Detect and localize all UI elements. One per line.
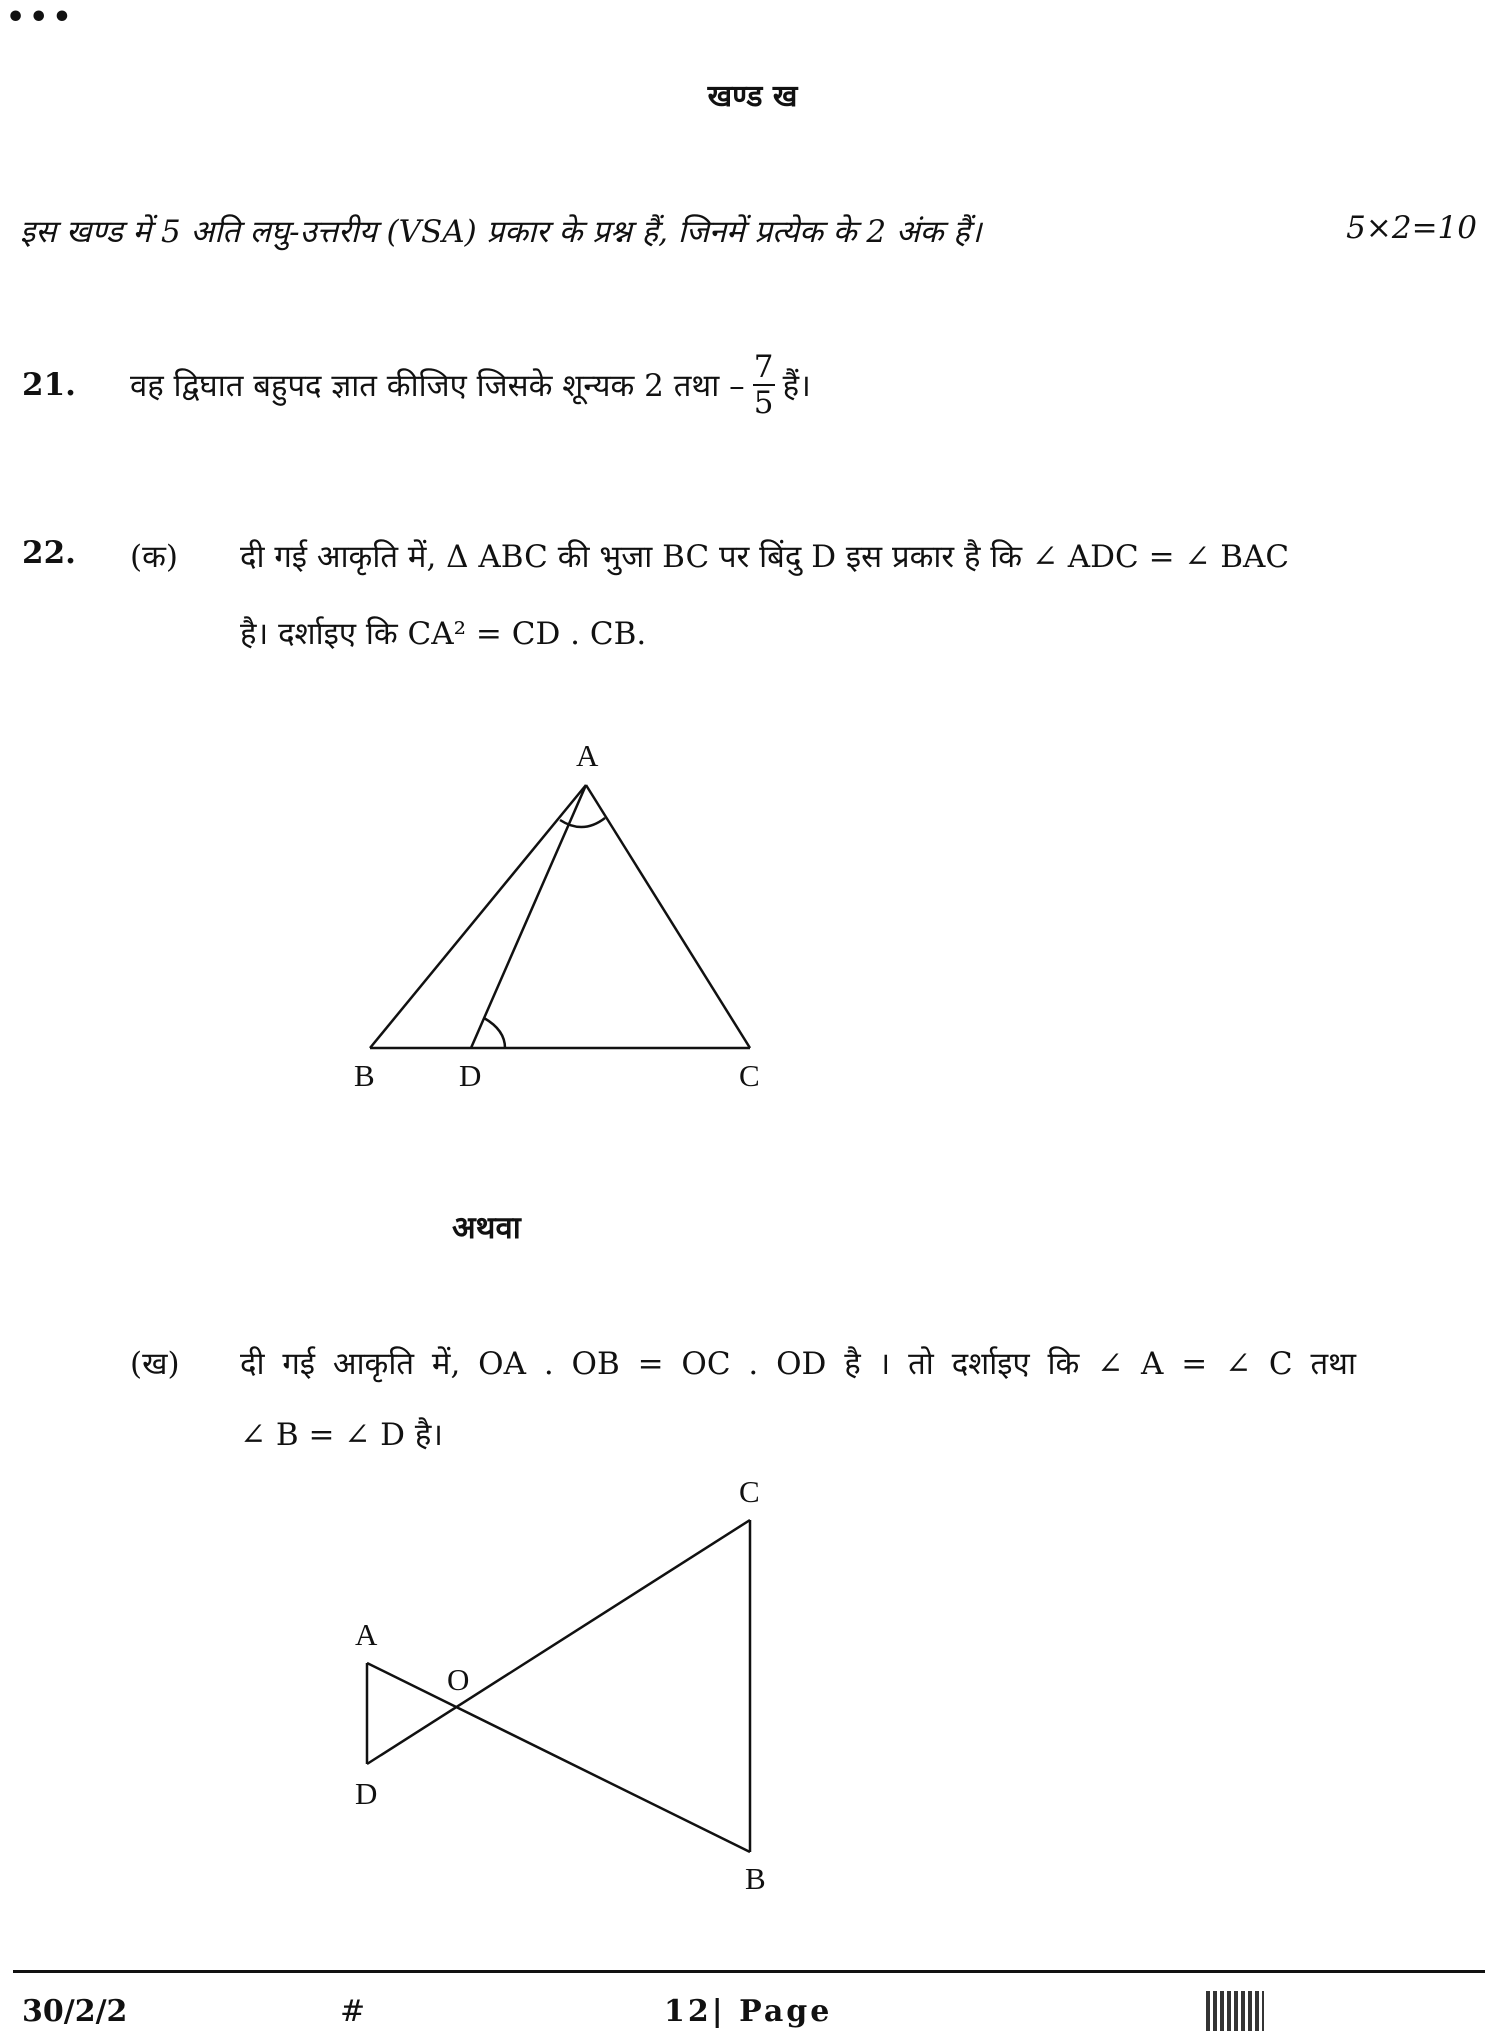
fraction-denominator: 5 (753, 385, 774, 421)
label-b: B (745, 1861, 766, 1896)
bowtie-figure (367, 1520, 750, 1852)
label-a: A (355, 1617, 378, 1652)
menu-dots[interactable]: ••• (6, 0, 76, 35)
section-title: खण्ड ख (707, 79, 798, 114)
angle-bac-arc (560, 818, 605, 827)
label-c: C (739, 1474, 760, 1509)
label-c: C (739, 1058, 760, 1093)
section-instructions: इस खण्ड में 5 अति लघु-उत्तरीय (VSA) प्रकार के प्रश्न हैं, जिनमें प्रत्येक के 2 अंक हैं। (20, 214, 982, 250)
section-marks: 5×2=10 (1346, 210, 1477, 246)
part-b-line1: दी गई आकृति में, OA . OB = OC . OD है । तो दर्शाइए कि ∠ A = ∠ C तथा (240, 1346, 1356, 1382)
label-b: B (354, 1058, 375, 1093)
paper-code: 30/2/2 (22, 1994, 128, 2029)
question-21-number: 21. (22, 367, 76, 403)
footer-divider (13, 1970, 1485, 1973)
question-22-number: 22. (22, 535, 76, 571)
or-text: अथवा (452, 1210, 521, 1246)
hash-mark: # (340, 1994, 366, 2029)
question-21-tail: हैं। (782, 368, 811, 404)
part-a-line1: दी गई आकृति में, Δ ABC की भुजा BC पर बिंदु D इस प्रकार है कि ∠ ADC = ∠ BAC (240, 539, 1290, 575)
part-b-line2: ∠ B = ∠ D है। (240, 1417, 444, 1453)
fraction-numerator: 7 (753, 348, 774, 385)
segment-dc (367, 1520, 750, 1764)
side-ac (586, 785, 750, 1048)
part-a-line2: है। दर्शाइए कि CA² = CD . CB. (240, 616, 647, 652)
side-ab (370, 785, 586, 1048)
label-d: D (355, 1776, 378, 1811)
qr-code-icon (1206, 1991, 1264, 2031)
triangle-abc-figure (370, 785, 750, 1048)
angle-adc-arc (484, 1018, 505, 1048)
label-o: O (447, 1662, 470, 1697)
label-a: A (576, 738, 599, 773)
question-21-body: वह द्विघात बहुपद ज्ञात कीजिए जिसके शून्यक 2 तथा – (130, 368, 745, 404)
label-d: D (459, 1058, 482, 1093)
segment-ab (367, 1663, 750, 1852)
page-number: 12| Page (664, 1994, 833, 2029)
part-b-label: (ख) (130, 1346, 180, 1382)
part-a-label: (क) (130, 539, 178, 575)
